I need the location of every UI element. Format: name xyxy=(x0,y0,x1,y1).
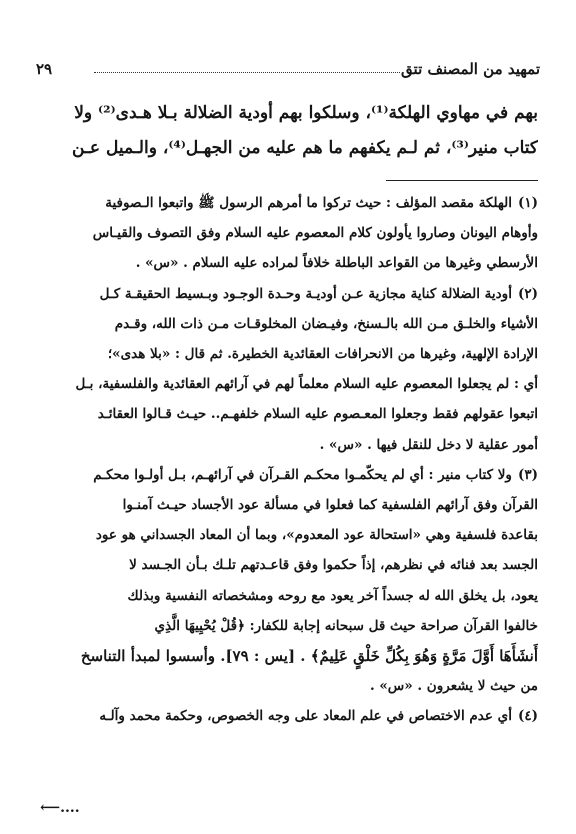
footnote-4 xyxy=(38,701,538,731)
footnote-line: القرآن وفق آرائهم الفلسفية كما فعلوا في مسألة عود الأجساد حيـث آمنـوا xyxy=(122,497,538,514)
footnote-line: أي عدم الاختصاص في علم المعاد على وجه الخصوص، وحكمة محمد وآلـه xyxy=(99,708,512,725)
footnote-line: أمور عقلية لا دخل للنقل فيها . «س» . xyxy=(319,436,538,453)
footnote-line: الأرسطي وغيرها من القواعد الباطلة خلافاً لمراده عليه السلام . «س» . xyxy=(135,255,538,272)
page-number: ٢٩ xyxy=(36,60,53,78)
footnote-1 xyxy=(38,188,538,279)
footnote-number: (١) xyxy=(517,195,538,211)
footnote-line: خالفوا القرآن صراحة حيث قل سبحانه إجابة للكفار: ﴿قُلْ يُحْيِيهَا الَّذِي xyxy=(154,617,538,634)
footnote-3 xyxy=(38,460,538,702)
footnote-2 xyxy=(38,279,538,460)
quran-verse-line: أَنشَأَهَا أَوَّلَ مَرَّةٍ وَهُوَ بِكُلِّ خَلْقٍ عَلِيمٌ﴾ . [يس : ٧٩]. وأسسوا لمبدأ التناسخ xyxy=(80,647,538,666)
footnote-line: الإرادة الإلهية، وغيرها من الانحرافات العقائدية الخطيرة. ثم قال : «بلا هدى»؛ xyxy=(107,346,538,363)
footnote-line: الجسد بعد فنائه في نظرهم، إذاً حكموا وفق قاعـدتهم تلـك بـأن الجـسد لا xyxy=(129,557,538,574)
footnote-number: (٢) xyxy=(517,285,538,302)
footnote-line: وأوهام اليونان وصاروا يأولون كلام المعصوم عليه السلام وفق التصوف والقيـاس xyxy=(92,225,538,242)
footnote-line: ولا كتاب منير : أي لم يحكّمـوا محكـم القـرآن في آرائهـم، بـل أولـوا محكـم xyxy=(93,466,512,483)
continue-arrow-icon: ⟵.... xyxy=(40,800,80,816)
running-header xyxy=(36,58,540,80)
header-title: تمهيد من المصنف تتق xyxy=(401,60,540,78)
header-dotted-rule xyxy=(94,72,400,73)
footnotes xyxy=(38,188,538,732)
footnote-line: اتبعوا عقولهم فقط وجعلوا المعـصوم عليه السلام خلفهـم.. حيـث قـالوا العقائـد xyxy=(97,406,538,423)
footnote-number: (٣) xyxy=(517,466,538,483)
main-text-line: بهم في مهاوي الهلكة⁽¹⁾، وسلكوا بهم أودية الضلالة بـلا هـدى⁽²⁾ ولا xyxy=(74,103,538,123)
footnote-line: يعود، بل يخلق الله له جسداً آخر يعود مع روحه ومشخصاته النفسية وبذلك xyxy=(127,587,538,604)
footnote-line: أودية الضلالة كناية مجازية عـن أوديـة وحـدة الوجـود وبـسيط الحقيقـة كـل xyxy=(99,285,512,302)
footnote-line: الهلكة مقصد المؤلف : حيث تركوا ما أمرهم الرسول ﷺ واتبعوا الـصوفية xyxy=(105,195,512,211)
footnote-number: (٤) xyxy=(517,708,538,725)
footnote-line: من حيث لا يشعرون . «س» . xyxy=(369,678,538,695)
main-text xyxy=(38,96,538,166)
footnote-line: بقاعدة فلسفية وهي «استحالة عود المعدوم»، وبما أن المعاد الجسداني هو عود xyxy=(95,527,538,544)
footnote-line: الأشياء والخلـق مـن الله بالـسنخ، وفيـضان المخلوقـات مـن ذات الله، وقـدم xyxy=(114,315,538,332)
footnote-line: أي : لم يجعلوا المعصوم عليه السلام معلماً لهم في آرائهم العقائدية والفلسفية، بـل xyxy=(75,376,538,393)
footnote-divider xyxy=(386,180,538,181)
main-text-line: كتاب منير⁽³⁾، ثم لـم يكفهم ما هم عليه من الجهـل⁽⁴⁾، والـميل عـن xyxy=(72,138,538,158)
